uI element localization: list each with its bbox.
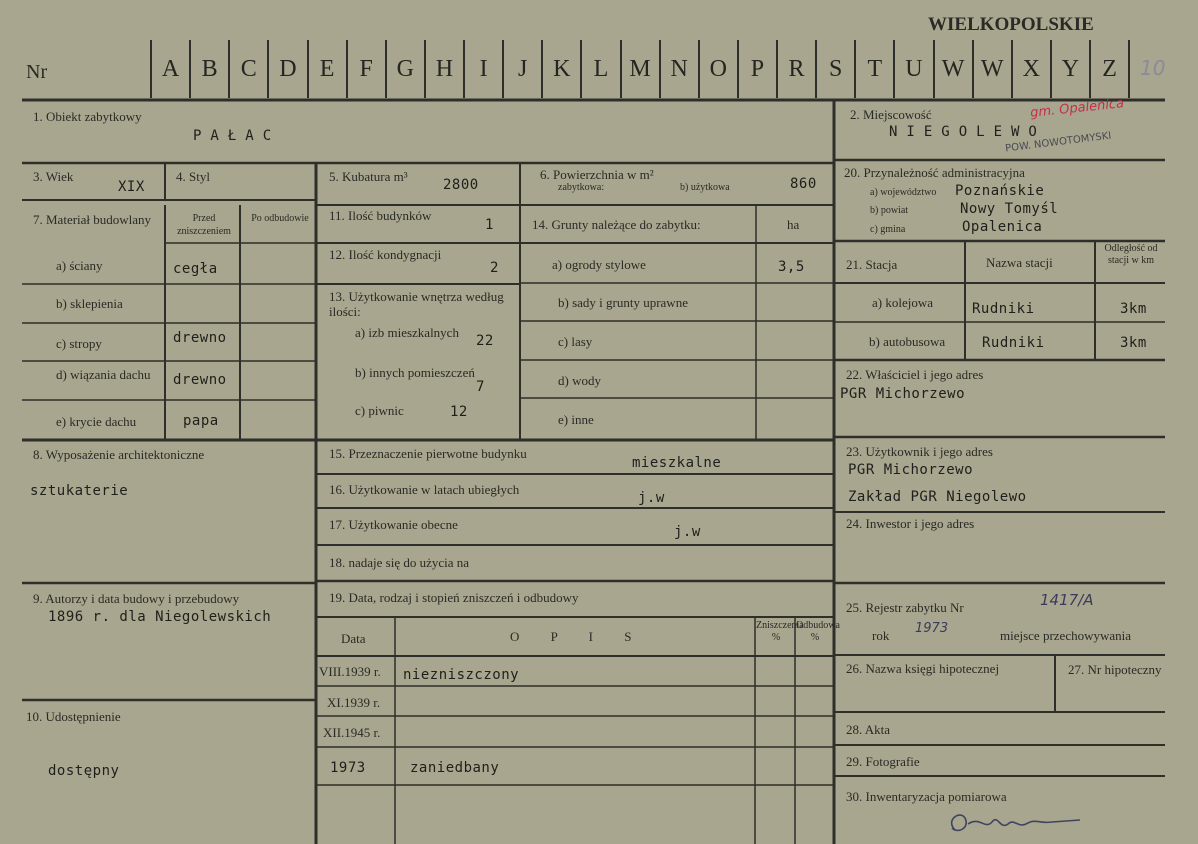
field-25-label: 25. Rejestr zabytku Nr [846,600,964,615]
letter-cell: W [972,40,1011,98]
field-14-row-a-label: a) ogrody stylowe [552,257,646,272]
field-9-value: 1896 r. dla Niegolewskich [48,609,272,625]
field-29-label: 29. Fotografie [846,754,920,769]
field-19-row-4-date: 1973 [330,760,366,776]
letter-cell: G [385,40,424,98]
field-13-a-value: 22 [476,333,494,349]
field-22-label: 22. Właściciel i jego adres [846,367,984,382]
region-title: WIELKOPOLSKIE [928,14,1094,35]
letter-index-row [150,40,1130,98]
field-14-unit: ha [787,217,800,232]
letter-cell: D [267,40,306,98]
letter-cell: P [737,40,776,98]
field-3-label: 3. Wiek [33,169,74,184]
field-22-value: PGR Michorzewo [840,386,966,402]
field-21-col-dist: Odległość od stacji w km [1104,243,1158,266]
field-16-label: 16. Użytkowanie w latach ubiegłych [329,482,520,497]
letter-cell: W [933,40,972,98]
field-14-label: 14. Grunty należące do zabytku: [532,217,701,232]
field-14-row-b-label: b) sady i grunty uprawne [558,295,688,310]
field-20-woj-label: a) województwo [870,187,937,198]
field-17-label: 17. Użytkowanie obecne [329,517,458,532]
field-21-rail-dist: 3km [1120,301,1147,317]
field-21-bus-label: b) autobusowa [869,334,946,349]
field-19-col-rebuild: Odbudowa % [796,620,840,643]
field-14-row-a-value: 3,5 [778,259,805,275]
field-11-label: 11. Ilość budynków [329,208,432,223]
field-14-row-d-label: d) wody [558,373,601,388]
field-10-label: 10. Udostępnienie [26,709,121,724]
letter-cell: X [1011,40,1050,98]
field-2-handwritten-gmina: gm. Opalenica [1029,96,1125,121]
field-8-label: 8. Wyposażenie architektoniczne [33,447,205,462]
field-19-row-3-date: XII.1945 r. [323,725,381,740]
field-26-label: 26. Nazwa księgi hipotecznej [846,661,1000,676]
field-18-label: 18. nadaje się do użycia na [329,555,470,570]
field-7-col-before: Przed zniszczeniem [177,213,231,237]
letter-cell: I [463,40,502,98]
field-25-rok-label: rok [872,628,890,643]
field-7-row-a-value: cegła [173,261,218,277]
field-7-row-c-label: c) stropy [56,336,102,351]
letter-cell: H [424,40,463,98]
field-28-label: 28. Akta [846,722,891,737]
field-24-label: 24. Inwestor i jego adres [846,516,975,531]
field-25-miejsce-label: miejsce przechowywania [1000,628,1132,643]
signature [940,800,1100,840]
field-14-row-c-label: c) lasy [558,334,593,349]
field-30-label: 30. Inwentaryzacja pomiarowa [846,789,1007,804]
field-7-label [33,212,153,227]
field-7-row-a-label: a) ściany [56,258,103,273]
field-15-value: mieszkalne [632,455,722,471]
letter-cell: E [307,40,346,98]
letter-cell: M [620,40,659,98]
field-19-row-4-desc: zaniedbany [410,760,500,776]
letter-cell: O [698,40,737,98]
field-7-row-c-value: drewno [173,330,227,346]
field-13-c-label: c) piwnic [355,403,404,418]
letter-cell: R [776,40,815,98]
field-6-sub-uzytkowa: b) użytkowa [680,182,730,193]
field-6-label: 6. Powierzchnia w m² [540,167,654,182]
field-21-rail-name: Rudniki [972,301,1035,317]
field-13-c-value: 12 [450,404,468,420]
letter-cell: N [659,40,698,98]
field-20-pow-value: Nowy Tomyśl [960,201,1059,217]
field-7-row-d-label: d) wiązania dachu [56,367,151,382]
letter-cell: Y [1050,40,1089,98]
field-21-col-name: Nazwa stacji [986,255,1053,270]
field-13-b-label: b) innych pomieszczeń [355,365,475,380]
field-19-row-2-date: XI.1939 r. [327,695,381,710]
field-1-value: PAŁAC [193,128,281,144]
letter-cell: L [580,40,619,98]
field-17-value: j.w [674,524,701,540]
field-8-value: sztukaterie [30,483,129,499]
field-27-label: 27. Nr hipoteczny [1068,662,1162,677]
field-2-handwritten-powiat: POW. NOWOTOMYSKI [1004,130,1112,155]
field-23-line1: PGR Michorzewo [848,462,974,478]
field-7-row-e-value: papa [183,413,219,429]
field-13-label: 13. Użytkowanie wnętrza według ilości: [329,289,504,319]
letter-cell: T [854,40,893,98]
field-20-gm-label: c) gmina [870,224,906,235]
field-5-value: 2800 [443,177,479,193]
field-2-value: NIEGOLEWO [889,124,1046,140]
field-6-sub-zabytkowa: zabytkowa: [558,182,605,193]
field-11-value: 1 [485,217,494,233]
field-23-line2: Zakład PGR Niegolewo [848,489,1027,505]
field-19-col-date: Data [341,631,366,646]
field-16-value: j.w [638,490,665,506]
field-19-col-destr: Zniszczenia % [756,620,804,643]
field-10-value: dostępny [48,763,120,779]
field-3-value: XIX [118,179,145,195]
field-7-row-d-value: drewno [173,372,227,388]
letter-cell: S [815,40,854,98]
field-9-label: 9. Autorzy i data budowy i przebudowy [33,591,240,606]
field-2-label: 2. Miejscowość [850,107,932,122]
field-13-a-label: a) izb mieszkalnych [355,325,459,340]
field-20-pow-label: b) powiat [870,205,909,216]
field-7-row-e-label: e) krycie dachu [56,414,137,429]
field-21-bus-name: Rudniki [982,335,1045,351]
margin-number: 10 [1140,56,1166,80]
field-1-label: 1. Obiekt zabytkowy [33,109,142,124]
field-19-row-1-date: VIII.1939 r. [319,664,381,679]
letter-cell: A [150,40,189,98]
field-19-row-1-desc: niezniszczony [403,667,520,683]
field-19-col-desc: O P I S [510,629,646,644]
field-21-rail-label: a) kolejowa [872,295,934,310]
field-7-label-text: 7. Materiał budowlany [33,212,152,227]
field-21-bus-dist: 3km [1120,335,1147,351]
field-21-label: 21. Stacja [846,257,898,272]
field-25-handwritten-rok: 1973 [915,621,949,636]
field-25-handwritten-nr: 1417/A [1040,591,1094,609]
field-5-label: 5. Kubatura m³ [329,169,408,184]
field-19-label: 19. Data, rodzaj i stopień zniszczeń i odbudowy [329,590,579,605]
letter-cell: U [893,40,932,98]
field-12-label: 12. Ilość kondygnacji [329,247,442,262]
field-14-row-e-label: e) inne [558,412,594,427]
field-12-value: 2 [490,260,499,276]
letter-cell: J [502,40,541,98]
field-6-value: 860 [790,176,817,192]
letter-cell: Z [1089,40,1130,98]
field-20-woj-value: Poznańskie [955,183,1045,199]
letter-cell: B [189,40,228,98]
field-20-label: 20. Przynależność administracyjna [844,165,1025,180]
field-13-b-value: 7 [476,379,485,395]
field-4-label: 4. Styl [176,169,210,184]
field-7-row-b-label: b) sklepienia [56,296,123,311]
nr-label: Nr [26,61,48,83]
field-20-gm-value: Opalenica [962,219,1043,235]
letter-cell: K [541,40,580,98]
letter-cell: C [228,40,267,98]
field-23-label: 23. Użytkownik i jego adres [846,444,993,459]
field-15-label: 15. Przeznaczenie pierwotne budynku [329,446,527,461]
letter-cell: F [346,40,385,98]
field-7-col-after: Po odbudowie [251,213,309,224]
